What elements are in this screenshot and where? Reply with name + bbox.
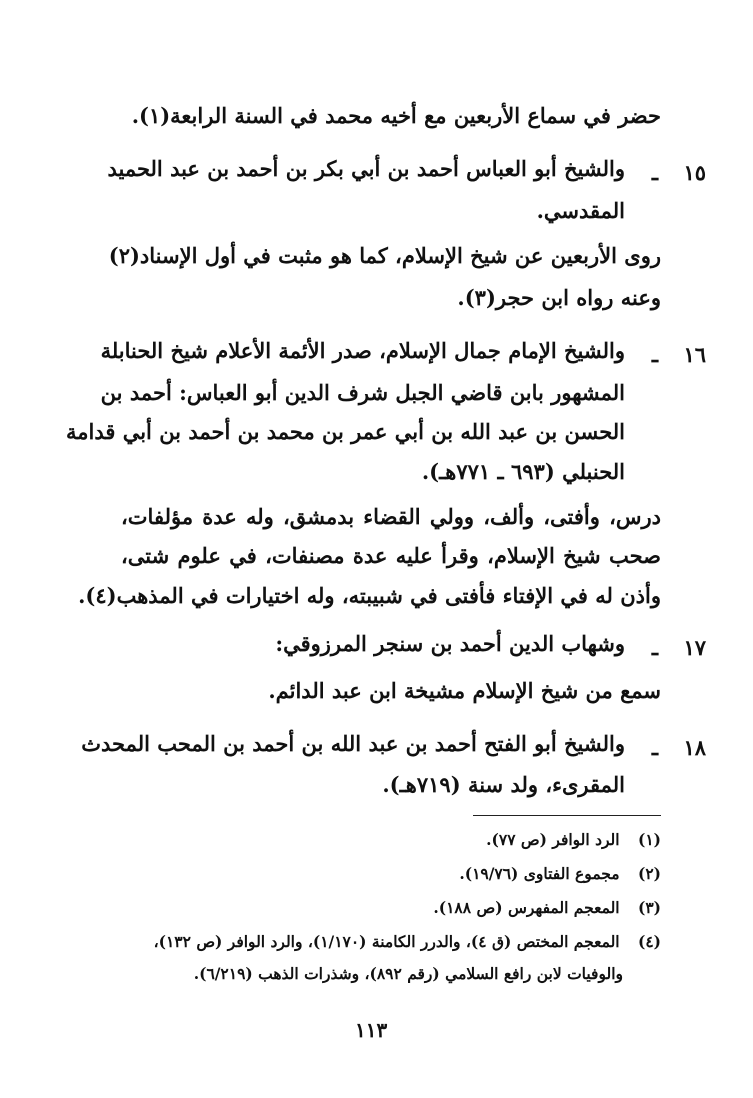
entry-15-body-1: روى الأربعين عن شيخ الإسلام، كما هو مثبت في أول الإسناد(٢) xyxy=(108,243,661,268)
entry-14-continuation: حضر في سماع الأربعين مع أخيه محمد في السنة الرابعة(١). xyxy=(131,103,661,128)
entry-16-line-3: الحسن بن عبد الله بن أبي عمر بن محمد بن أحمد بن أبي قدامة xyxy=(65,419,625,444)
entry-16-body-3: وأذن له في الإفتاء فأفتى في شبيبته، وله اختيارات في المذهب(٤). xyxy=(78,583,661,608)
footnote-3 xyxy=(433,898,661,917)
entry-16-body-1: درس، وأفتى، وألف، وولي القضاء بدمشق، وله عدة مؤلفات، xyxy=(121,504,661,529)
footnote-2-label: (٢) xyxy=(637,864,661,883)
entry-15-dash: ـ xyxy=(651,160,658,185)
footnote-4-text: المعجم المختص (ق ٤)، والدرر الكامنة (١/١٧٠)، والرد الوافر (ص ١٣٢)، xyxy=(153,932,620,951)
entry-18-dash: ـ xyxy=(651,735,658,760)
footnote-separator xyxy=(473,815,661,816)
entry-17-body-1: سمع من شيخ الإسلام مشيخة ابن عبد الدائم. xyxy=(268,678,661,703)
entry-15-line-2: المقدسي. xyxy=(536,198,625,223)
footnote-2-text: مجموع الفتاوى (١٩/٧٦). xyxy=(459,864,620,883)
entry-15-line-1: والشيخ أبو العباس أحمد بن أبي بكر بن أحمد بن عبد الحميد xyxy=(107,156,625,181)
footnote-3-text: المعجم المفهرس (ص ١٨٨). xyxy=(433,898,620,917)
footnote-1 xyxy=(486,830,661,849)
entry-18-line-1: والشيخ أبو الفتح أحمد بن عبد الله بن أحمد بن المحب المحدث xyxy=(81,731,625,756)
entry-18-line-2: المقرىء، ولد سنة (٧١٩هـ). xyxy=(382,772,625,797)
entry-16-body-2: صحب شيخ الإسلام، وقرأ عليه عدة مصنفات، في علوم شتى، xyxy=(121,543,661,568)
entry-17-dash: ـ xyxy=(651,635,658,660)
footnote-1-label: (١) xyxy=(637,830,661,849)
entry-15-body-2: وعنه رواه ابن حجر(٣). xyxy=(457,285,661,310)
entry-16-line-4: الحنبلي (٦٩٣ ـ ٧٧١هـ). xyxy=(421,459,625,484)
entry-17-line-1: وشهاب الدين أحمد بن سنجر المرزوقي: xyxy=(275,631,625,656)
footnote-2 xyxy=(459,864,661,883)
entry-15-number: ١٥ xyxy=(683,160,706,185)
entry-16-line-2: المشهور بابن قاضي الجبل شرف الدين أبو العباس: أحمد بن xyxy=(100,380,625,405)
footnote-4-label: (٤) xyxy=(637,932,661,951)
page-number: ١١٣ xyxy=(355,1018,388,1042)
footnote-1-text: الرد الوافر (ص ٧٧). xyxy=(486,830,620,849)
entry-18-number: ١٨ xyxy=(683,735,706,760)
entry-16-number: ١٦ xyxy=(683,342,706,367)
footnote-4-continuation: والوفيات لابن رافع السلامي (رقم ٨٩٢)، وشذرات الذهب (٦/٢١٩). xyxy=(193,964,623,983)
entry-17-number: ١٧ xyxy=(683,635,706,660)
footnote-4 xyxy=(154,932,661,951)
entry-16-dash: ـ xyxy=(651,342,658,367)
entry-16-line-1: والشيخ الإمام جمال الإسلام، صدر الأئمة الأعلام شيخ الحنابلة xyxy=(100,338,625,363)
footnote-3-label: (٣) xyxy=(637,898,661,917)
